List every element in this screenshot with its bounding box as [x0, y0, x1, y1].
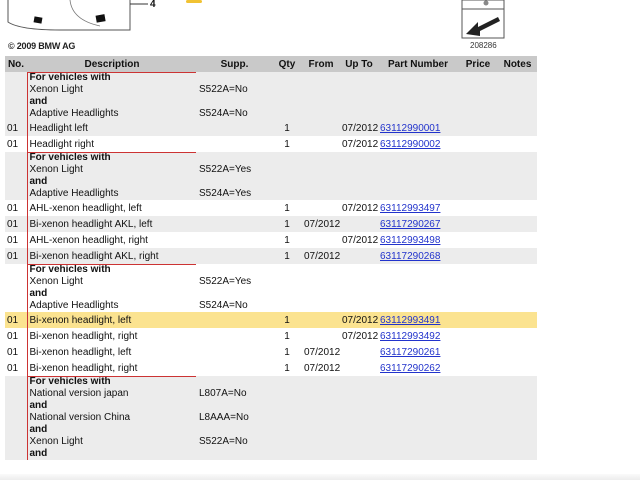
notes-cell [498, 312, 537, 328]
up-to-date: 07/2012 [340, 136, 378, 152]
supp-code: S522A=No [199, 436, 248, 447]
marker-badge [186, 0, 202, 3]
condition-line: Adaptive Headlights [29, 300, 119, 311]
supp-cell [197, 344, 272, 360]
up-to-date [340, 248, 378, 264]
part-description: Bi-xenon headlight AKL, left [27, 216, 197, 232]
row-number: 01 [5, 216, 27, 232]
col-header-no[interactable]: No. [5, 56, 27, 72]
part-description: Bi-xenon headlight, right [27, 328, 197, 344]
col-header-from[interactable]: From [302, 56, 340, 72]
col-header-supp[interactable]: Supp. [197, 56, 272, 72]
part-description: AHL-xenon headlight, right [27, 232, 197, 248]
part-number[interactable] [378, 360, 458, 376]
up-to-date [340, 344, 378, 360]
row-number [5, 152, 27, 200]
table-row[interactable] [5, 328, 537, 344]
supp-code [199, 376, 270, 388]
qty-cell: 1 [272, 232, 302, 248]
price-cell [458, 344, 498, 360]
part-number-link[interactable]: 63112990001 [380, 122, 441, 134]
horizontal-scrollbar[interactable] [0, 474, 640, 480]
part-number-link[interactable]: 63117290268 [380, 250, 441, 262]
qty-cell: 1 [272, 312, 302, 328]
condition-description [27, 72, 197, 120]
row-number: 01 [5, 232, 27, 248]
up-to-date: 07/2012 [340, 200, 378, 216]
empty-cell [458, 264, 498, 312]
row-number: 01 [5, 312, 27, 328]
empty-cell [272, 72, 302, 120]
supp-cell [197, 312, 272, 328]
table-row[interactable] [5, 216, 537, 232]
empty-cell [498, 152, 537, 200]
table-row[interactable] [5, 232, 537, 248]
condition-line: Adaptive Headlights [29, 188, 119, 199]
part-number[interactable] [378, 216, 458, 232]
notes-cell [498, 328, 537, 344]
price-cell [458, 136, 498, 152]
from-date: 07/2012 [302, 344, 340, 360]
part-number[interactable] [378, 248, 458, 264]
table-row[interactable] [5, 136, 537, 152]
part-description: Bi-xenon headlight AKL, right [27, 248, 197, 264]
empty-cell [378, 72, 458, 120]
empty-cell [272, 376, 302, 460]
supp-cell [197, 328, 272, 344]
notes-cell [498, 216, 537, 232]
condition-description [27, 376, 197, 460]
part-number[interactable] [378, 232, 458, 248]
from-date [302, 120, 340, 136]
up-to-date: 07/2012 [340, 328, 378, 344]
condition-line: Adaptive Headlights [29, 108, 119, 119]
supp-code [199, 72, 270, 84]
supp-code [199, 152, 270, 164]
condition-line: National version China [29, 412, 131, 423]
from-date [302, 328, 340, 344]
supp-cell [197, 232, 272, 248]
supp-code [199, 176, 270, 188]
part-number[interactable] [378, 200, 458, 216]
part-number-link[interactable]: 63112993497 [380, 202, 441, 214]
table-row[interactable] [5, 120, 537, 136]
condition-supp [197, 264, 272, 312]
part-number-link[interactable]: 63117290261 [380, 346, 441, 358]
empty-cell [458, 376, 498, 460]
supp-code [199, 288, 270, 300]
empty-cell [302, 72, 340, 120]
empty-cell [498, 264, 537, 312]
notes-cell [498, 344, 537, 360]
supp-code [199, 448, 270, 460]
part-description: Bi-xenon headlight, left [27, 312, 197, 328]
row-number [5, 72, 27, 120]
condition-line: National version japan [29, 388, 129, 399]
qty-cell: 1 [272, 120, 302, 136]
condition-line: For vehicles with [29, 376, 111, 387]
part-number-link[interactable]: 63112993498 [380, 234, 441, 246]
condition-description [27, 152, 197, 200]
supp-code: S522A=No [199, 84, 248, 95]
part-number-link[interactable]: 63117290267 [380, 218, 441, 230]
row-number: 01 [5, 200, 27, 216]
part-number[interactable] [378, 136, 458, 152]
empty-cell [378, 152, 458, 200]
notes-cell [498, 120, 537, 136]
part-description: Headlight left [27, 120, 197, 136]
col-header-price[interactable]: Price [458, 56, 498, 72]
condition-description [27, 264, 197, 312]
notes-cell [498, 200, 537, 216]
part-description: AHL-xenon headlight, left [27, 200, 197, 216]
up-to-date [340, 360, 378, 376]
empty-cell [302, 376, 340, 460]
table-header-row [5, 56, 537, 72]
thumbnail-icon [462, 0, 504, 38]
part-number-link[interactable]: 63112993492 [380, 330, 441, 342]
supp-cell [197, 360, 272, 376]
condition-line: For vehicles with [29, 72, 111, 83]
supp-cell [197, 136, 272, 152]
supp-code: S524A=No [199, 300, 248, 311]
from-date [302, 312, 340, 328]
supp-code [199, 400, 270, 412]
condition-supp [197, 72, 272, 120]
part-description: Headlight right [27, 136, 197, 152]
price-cell [458, 200, 498, 216]
condition-line: For vehicles with [29, 152, 111, 163]
condition-line: and [29, 176, 48, 187]
row-number: 01 [5, 248, 27, 264]
supp-code: L807A=No [199, 388, 247, 399]
empty-cell [340, 376, 378, 460]
empty-cell [272, 152, 302, 200]
row-number [5, 264, 27, 312]
supp-cell [197, 216, 272, 232]
qty-cell: 1 [272, 248, 302, 264]
up-to-date: 07/2012 [340, 232, 378, 248]
col-header-qty[interactable]: Qty [272, 56, 302, 72]
row-number: 01 [5, 120, 27, 136]
empty-cell [302, 152, 340, 200]
row-number: 01 [5, 136, 27, 152]
condition-row [5, 376, 537, 460]
from-date: 07/2012 [302, 216, 340, 232]
empty-cell [340, 264, 378, 312]
empty-cell [340, 152, 378, 200]
price-cell [458, 248, 498, 264]
condition-line: Xenon Light [29, 164, 83, 175]
from-date [302, 136, 340, 152]
supp-cell [197, 200, 272, 216]
part-number-link[interactable]: 63112993491 [380, 314, 441, 326]
price-cell [458, 312, 498, 328]
empty-cell [378, 264, 458, 312]
condition-supp [197, 152, 272, 200]
condition-row [5, 152, 537, 200]
table-row[interactable] [5, 312, 537, 328]
empty-cell [458, 72, 498, 120]
empty-cell [302, 264, 340, 312]
table-row[interactable] [5, 344, 537, 360]
condition-line: Xenon Light [29, 276, 83, 287]
part-description: Bi-xenon headlight, left [27, 344, 197, 360]
empty-cell [340, 72, 378, 120]
condition-row [5, 72, 537, 120]
supp-code: S524A=Yes [199, 188, 252, 199]
supp-code: S522A=Yes [199, 276, 252, 287]
row-number [5, 376, 27, 460]
headlight-diagram-fragment [8, 0, 148, 30]
empty-cell [272, 264, 302, 312]
price-cell [458, 120, 498, 136]
condition-line: and [29, 400, 48, 411]
supp-cell [197, 120, 272, 136]
qty-cell: 1 [272, 200, 302, 216]
supp-code: S522A=Yes [199, 164, 252, 175]
part-number-link[interactable]: 63117290262 [380, 362, 441, 374]
supp-code [199, 424, 270, 436]
price-cell [458, 360, 498, 376]
table-row[interactable] [5, 360, 537, 376]
empty-cell [498, 72, 537, 120]
qty-cell: 1 [272, 328, 302, 344]
callout-number: 4 [150, 0, 156, 10]
notes-cell [498, 232, 537, 248]
supp-code [199, 264, 270, 276]
part-number[interactable] [378, 328, 458, 344]
diagram-id: 208286 [470, 41, 497, 50]
up-to-date [340, 216, 378, 232]
table-row[interactable] [5, 200, 537, 216]
part-number-link[interactable]: 63112990002 [380, 138, 441, 150]
condition-line: Xenon Light [29, 84, 83, 95]
qty-cell: 1 [272, 360, 302, 376]
condition-line: and [29, 448, 48, 459]
col-header-up-to[interactable]: Up To [340, 56, 378, 72]
supp-code: S524A=No [199, 108, 248, 119]
row-number: 01 [5, 344, 27, 360]
part-number[interactable] [378, 344, 458, 360]
parts-diagram [0, 0, 640, 56]
condition-line: and [29, 288, 48, 299]
notes-cell [498, 248, 537, 264]
empty-cell [458, 152, 498, 200]
empty-cell [498, 376, 537, 460]
empty-cell [378, 376, 458, 460]
parts-table [5, 56, 537, 460]
condition-line: and [29, 424, 48, 435]
price-cell [458, 232, 498, 248]
notes-cell [498, 136, 537, 152]
price-cell [458, 216, 498, 232]
supp-code: L8AAA=No [199, 412, 249, 423]
row-number: 01 [5, 328, 27, 344]
condition-supp [197, 376, 272, 460]
col-header-description[interactable]: Description [27, 56, 197, 72]
from-date [302, 200, 340, 216]
qty-cell: 1 [272, 344, 302, 360]
condition-row [5, 264, 537, 312]
qty-cell: 1 [272, 136, 302, 152]
table-row[interactable] [5, 248, 537, 264]
condition-line: Xenon Light [29, 436, 83, 447]
from-date: 07/2012 [302, 248, 340, 264]
row-number: 01 [5, 360, 27, 376]
from-date [302, 232, 340, 248]
qty-cell: 1 [272, 216, 302, 232]
supp-cell [197, 248, 272, 264]
col-header-notes[interactable]: Notes [498, 56, 537, 72]
part-number[interactable] [378, 312, 458, 328]
col-header-part-number[interactable]: Part Number [378, 56, 458, 72]
condition-line: and [29, 96, 48, 107]
part-description: Bi-xenon headlight, right [27, 360, 197, 376]
notes-cell [498, 360, 537, 376]
part-number[interactable] [378, 120, 458, 136]
copyright-text: © 2009 BMW AG [8, 41, 76, 51]
price-cell [458, 328, 498, 344]
from-date: 07/2012 [302, 360, 340, 376]
condition-line: For vehicles with [29, 264, 111, 275]
supp-code [199, 96, 270, 108]
up-to-date: 07/2012 [340, 312, 378, 328]
up-to-date: 07/2012 [340, 120, 378, 136]
